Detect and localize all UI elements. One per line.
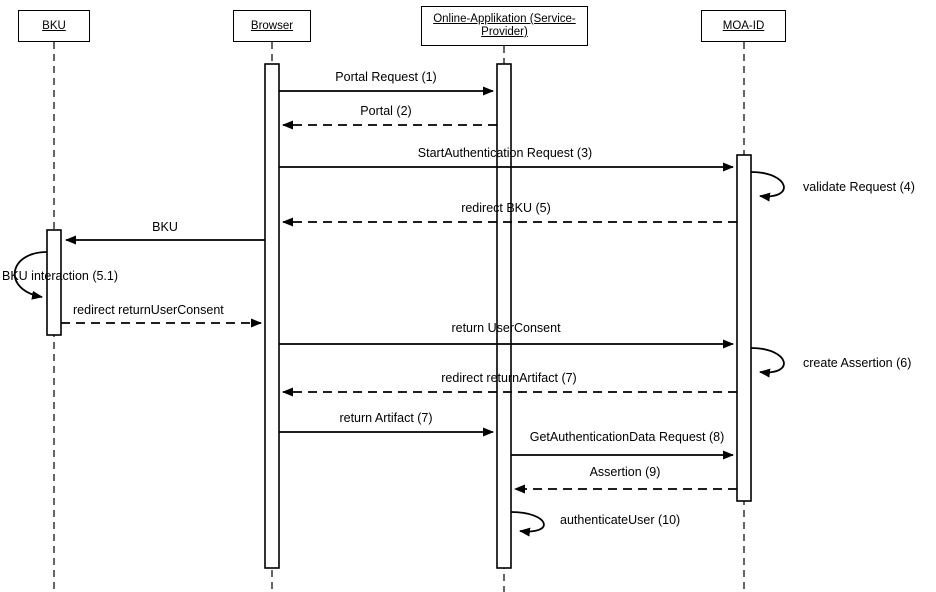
- label-portal: Portal (2): [360, 104, 412, 118]
- activation-sp: [497, 64, 511, 568]
- label-assertion: Assertion (9): [589, 465, 661, 479]
- activation-browser: [265, 64, 279, 568]
- label-validate-request: validate Request (4): [803, 180, 915, 194]
- label-redirect-returnartifact: redirect returnArtifact (7): [441, 371, 577, 385]
- label-startauthentication-request: StartAuthentication Request (3): [417, 146, 593, 160]
- label-return-artifact: return Artifact (7): [339, 411, 433, 425]
- label-getauthenticationdata-request: GetAuthenticationData Request (8): [529, 430, 725, 444]
- label-return-userconsent: return UserConsent: [451, 321, 561, 335]
- label-redirect-bku: redirect BKU (5): [461, 201, 551, 215]
- participant-browser-label: Browser: [250, 19, 294, 32]
- label-authenticateuser: authenticateUser (10): [560, 513, 681, 527]
- label-bku-interaction: BKU interaction (5.1): [2, 269, 119, 283]
- activation-moaid: [737, 155, 751, 501]
- participant-moa-id-label: MOA-ID: [722, 19, 765, 32]
- arrow-validate-request: [751, 172, 784, 196]
- participant-bku-label: BKU: [42, 19, 66, 32]
- label-bku: BKU: [152, 220, 178, 234]
- label-create-assertion: create Assertion (6): [803, 356, 912, 370]
- arrow-create-assertion: [751, 348, 784, 372]
- label-portal-request: Portal Request (1): [335, 70, 437, 84]
- participant-online-applikation-label: Online-Applikation (Service-Provider): [433, 13, 576, 38]
- label-redirect-returnuserconsent: redirect returnUserConsent: [73, 303, 224, 317]
- arrow-authenticateuser: [511, 512, 544, 531]
